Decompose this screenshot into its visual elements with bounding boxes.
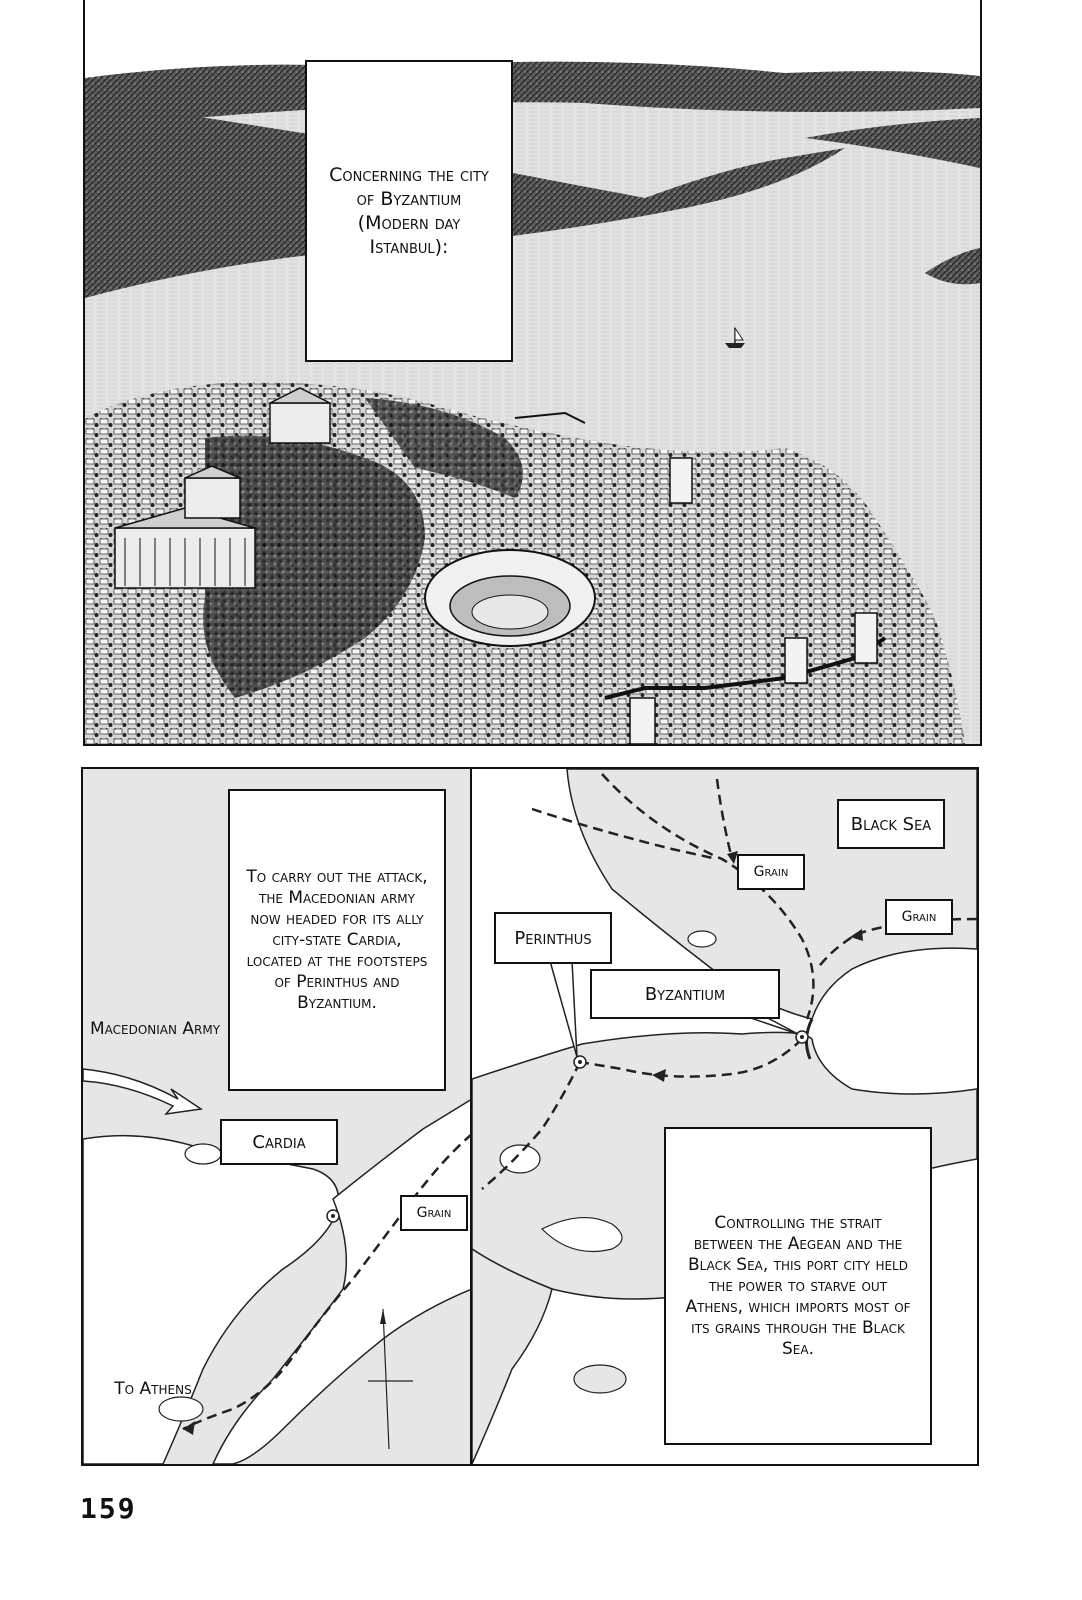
- cardia-caption: To carry out the attack, the Macedonian army now headed for its ally city-state Cardia, located at the footsteps of Perinthus and Byzantium.: [228, 789, 446, 1091]
- grain-label-north: Grain: [737, 854, 805, 890]
- cardia-label: Cardia: [220, 1119, 338, 1165]
- aerial-illustration: [85, 0, 980, 744]
- intro-caption: Concerning the city of Byzantium (Modern day Istanbul):: [305, 60, 513, 362]
- grain-label-mid-text: Grain: [416, 1205, 452, 1221]
- perinthus-label: Perinthus: [494, 912, 612, 964]
- to-athens-label: To Athens: [114, 1379, 192, 1399]
- black-sea-label: Black Sea: [837, 799, 945, 849]
- grain-label-mid: [400, 1195, 468, 1231]
- page-number: 159: [80, 1492, 137, 1525]
- grain-label-east: Grain: [885, 899, 953, 935]
- panel-strait-map: [470, 767, 979, 1466]
- strait-caption: Controlling the strait between the Aegean and the Black Sea, this port city held the power to starve out Athens, which imports most of its grains through the Black Sea.: [664, 1127, 932, 1445]
- byzantium-label: Byzantium: [590, 969, 780, 1019]
- army-label: Macedonian Army: [89, 1019, 221, 1039]
- panel-cardia-map: [81, 767, 474, 1466]
- panel-byzantium-aerial: [83, 0, 982, 746]
